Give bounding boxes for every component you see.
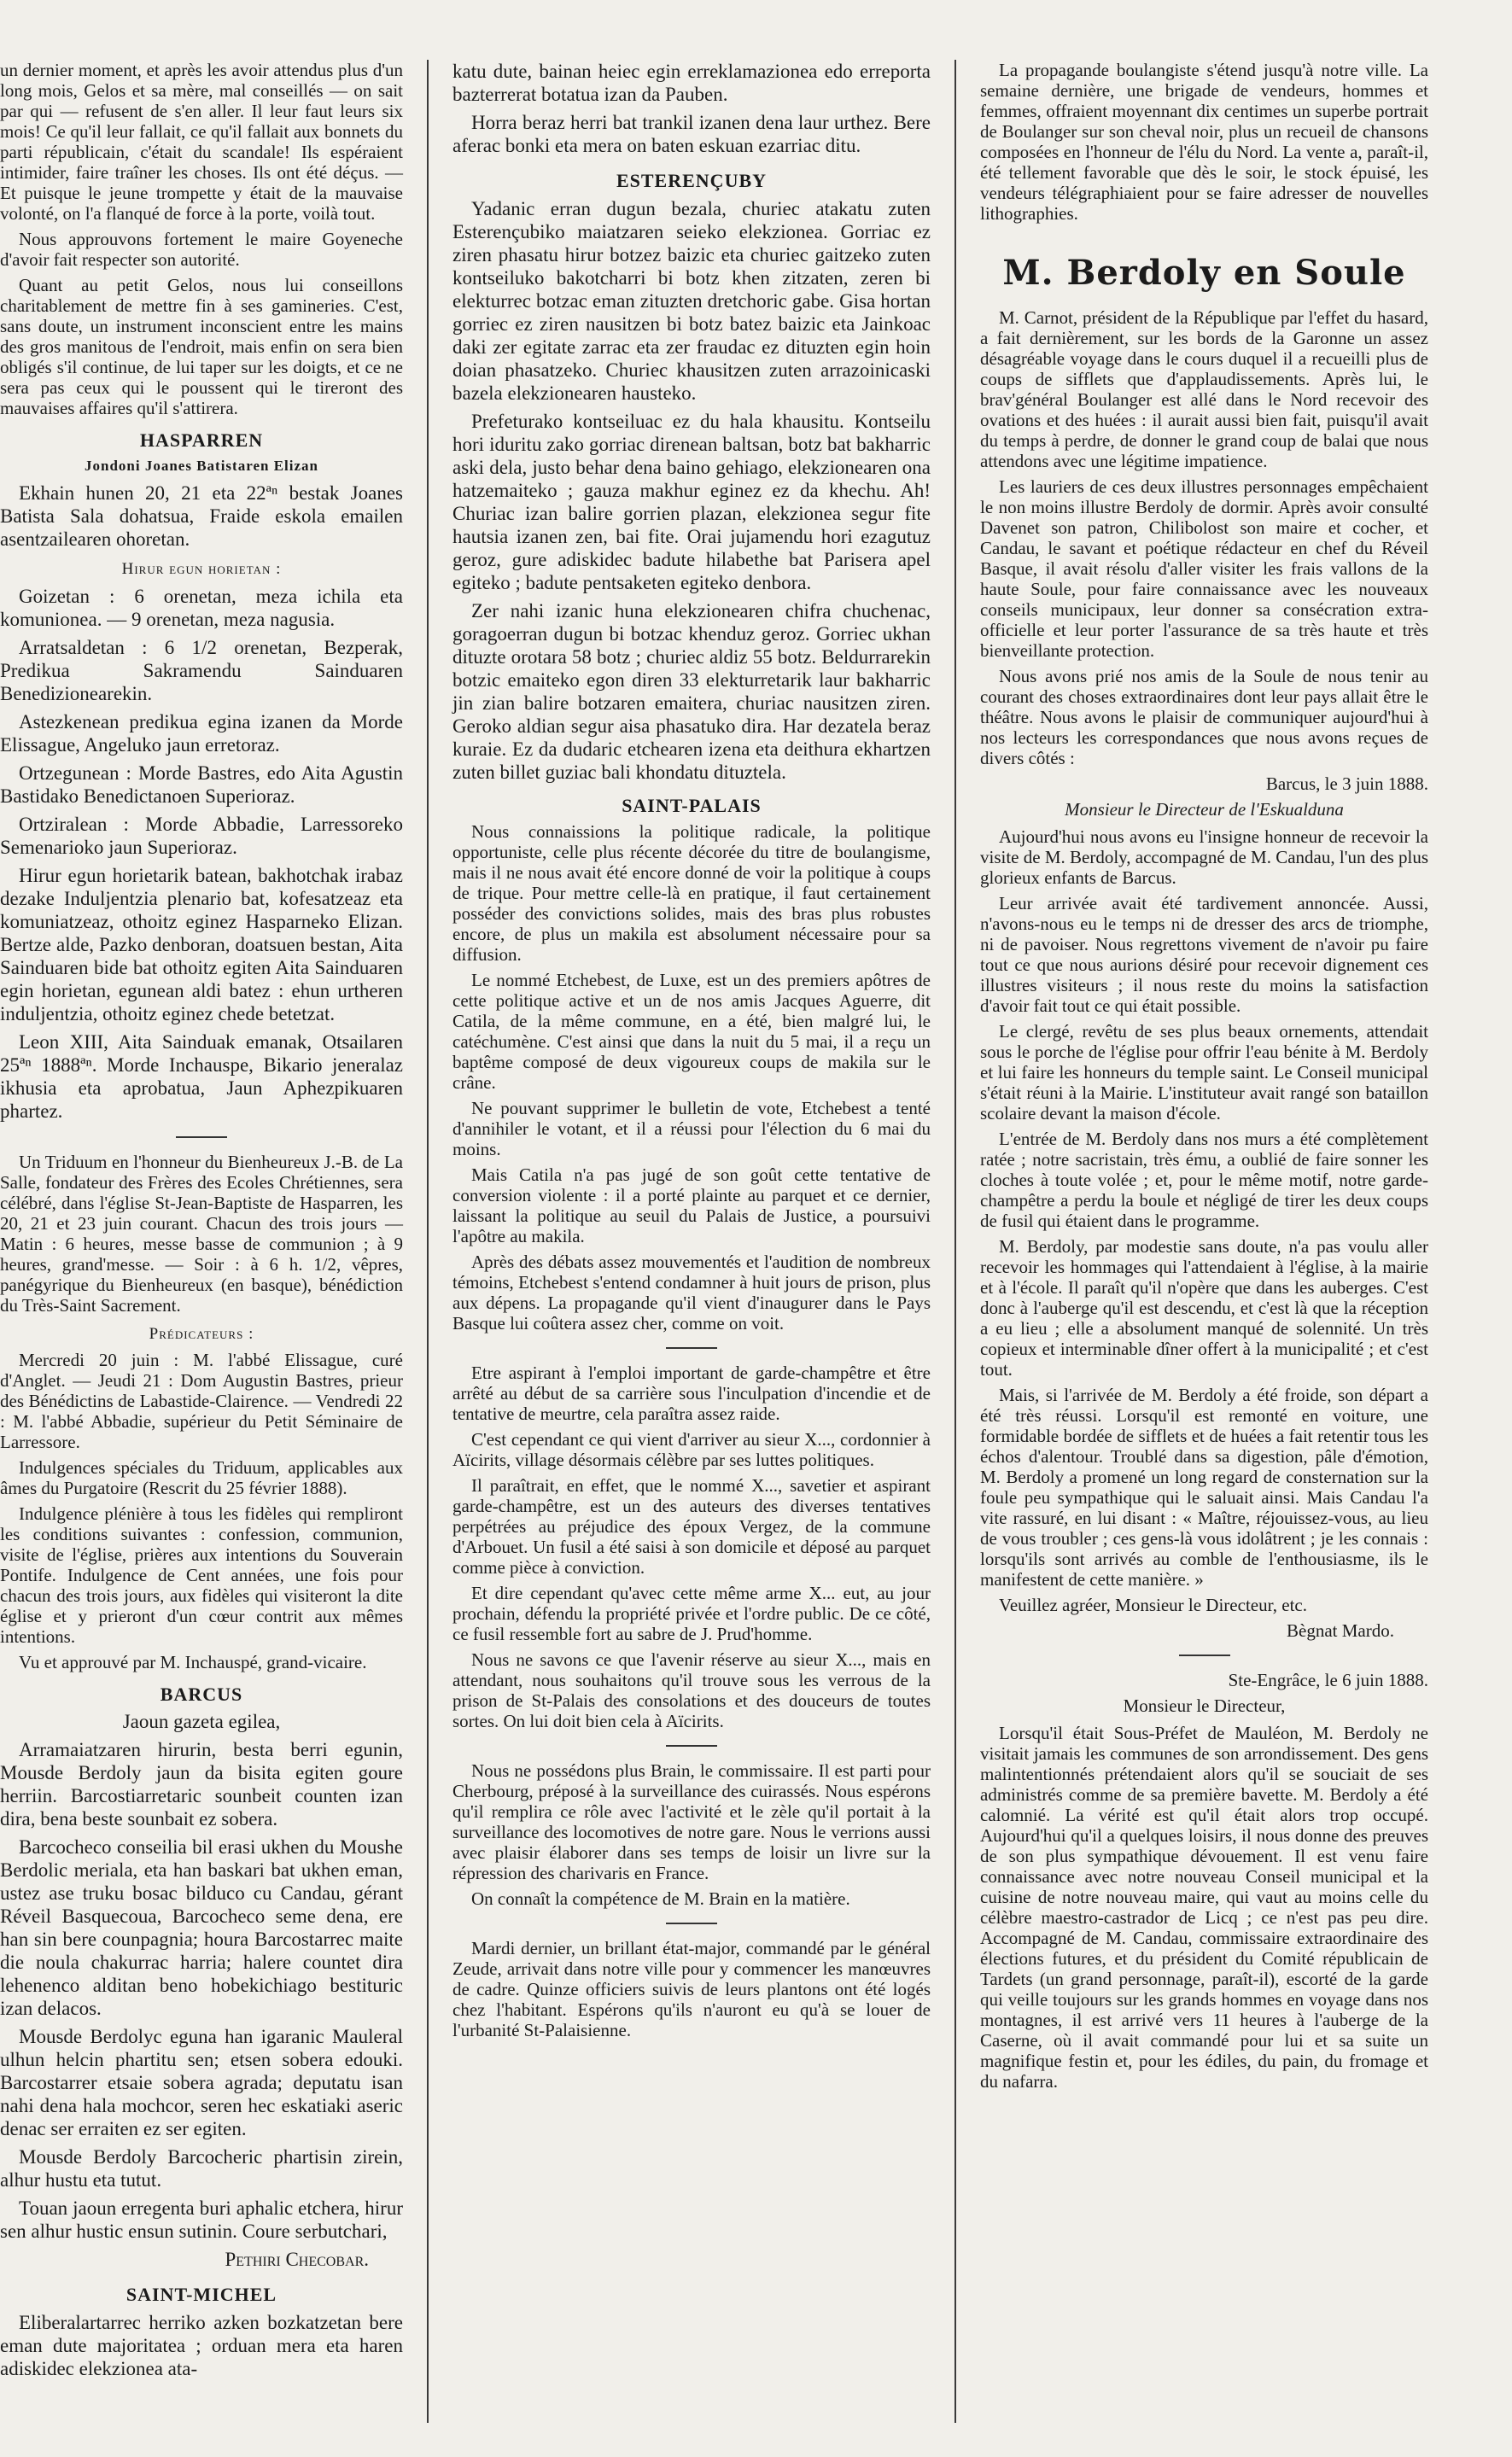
column-left [0, 60, 427, 2423]
section-title-barcus: BARCUS [160, 1684, 243, 1705]
paragraph: Nous ne savons ce que l'avenir réserve au sieur X..., mais en attendant, nous souhaitons qu'il trouve sous les verrous de la prison de St-Palais des consolations et des douceurs de toutes sortes. On lui doit bien cela à Aïcirits. [452, 1649, 931, 1731]
paragraph: un dernier moment, et après les avoir attendus plus d'un long mois, Gelos et sa mère, mal conseillés — on sait par qui — refusent de s'en aller. Il leur faut leurs six mois! Ce qu'il leur fallait, ce qu'il fallait aux bonnets du parti républicain, c'était du scandale! Ils espéraient intimider, faire traîner les choses. Ils ont été déçus. — Et puisque le jeune trompette y était de la mauvaise volonté, on l'a flanqué de force à la porte, voilà tout. [0, 60, 403, 224]
paragraph: Etre aspirant à l'emploi important de garde-champêtre et être arrêté au début de sa carrière sous l'inculpation d'incendie et de tentative de meurtre, cela paraîtra assez raide. [452, 1363, 931, 1424]
column-middle [427, 60, 956, 2423]
paragraph: Mais, si l'arrivée de M. Berdoly a été froide, son départ a été très réussi. Lorsqu'il est remonté en voiture, une formidable bordée de sifflets et de huées a fait retentir tous les échos d'alentour. Troublé dans sa digestion, pâle d'émotion, M. Berdoly a promené un long regard de consternation sur la foule peu sympathique qui le saluait ainsi. Mais Candau l'a vite rassuré, en lui disant : « Maître, réjouissez-vous, au lieu de vous troubler ; ces gens-là vous idolâtrent ; je les connais : lorsqu'ils sont arrivés au comble de l'enthousiasme, ils le manifestent de cette manière. » [980, 1385, 1428, 1590]
section-subtitle: Jondoni Joanes Batistaren Elizan [85, 458, 318, 474]
paragraph: Ne pouvant supprimer le bulletin de vote, Etchebest a tenté d'annihiler le votant, et il a réussi pour l'élection du 6 mai du moins. [452, 1098, 931, 1159]
paragraph: Zer nahi izanic huna elekzionearen chifra chuchenac, goragoerran dugun bi botzac khenduz geroz. Gorriec ukhan dituzte orotara 58 botz ; churiec aldiz 55 botz. Beldurrarekin botzic emaiteko egon diren 33 elekturretarik laur bakharric jin zian balire botzaren emaitera, churiac nausitzen ziren. Geroko aldian segur aisa phasatuko dira. Har dezatela beraz kuraie. Ez da dudaric etchearen izena eta deithura ekhartzen zuten billet guziac bali khondatu dituztela. [452, 600, 931, 783]
paragraph: Veuillez agréer, Monsieur le Directeur, etc. [999, 1595, 1307, 1615]
paragraph: M. Berdoly, par modestie sans doute, n'a pas voulu aller recevoir les hommages qui l'attendaient à l'église, à la mairie et à l'école. Il paraît qu'il n'opère que dans les auberges. C'est donc à l'auberge qu'il est descendu, et c'est là que la réception a eu lieu ; elle a absolument manqué de solennité. Un très copieux et interminable dîner offert à la municipalité ; et c'est tout. [980, 1236, 1428, 1380]
section-title-saint-michel: SAINT-MICHEL [126, 2284, 277, 2305]
paragraph: Barcocheco conseilia bil erasi ukhen du Moushe Berdolic meriala, eta han baskari bat ukhen eman, ustez ase truku bosac bilduco cu Candau, gérant Réveil Basquecoua, Barcocheco seme dena, ere han sin bere counpagnia; houra Barcostarrec maite die noula chakurrac harria; halere countet dira lehenenco alditan beno hobekichiago bestituric izan delacos. [0, 1836, 403, 2019]
paragraph: Astezkenean predikua egina izanen da Morde Elissague, Angeluko jaun erretoraz. [0, 711, 403, 756]
column-right [956, 60, 1452, 2423]
paragraph: Hirur egun horietarik batean, bakhotchak irabaz dezake Induljentzia plenario bat, kofesatzeaz eta komuniatzeaz, othoitz eginez Hasparneko Elizan. Bertze alde, Pazko denboran, doatsuen bestan, Aita Sainduaren bide bat othoitz egiten Aita Sainduaren egin horietan, egunean aldi batez : ehun urtheren induljentzia, othoitz eginez chede betetzat. [0, 865, 403, 1024]
paragraph: Aujourd'hui nous avons eu l'insigne honneur de recevoir la visite de M. Berdoly, accompagné de M. Candau, l'un des plus glorieux enfants de Barcus. [980, 826, 1428, 888]
hasparren-program [0, 585, 403, 1123]
section-title-saint-palais: SAINT-PALAIS [622, 795, 762, 816]
signature: Pethiri Checobar. [225, 2249, 369, 2270]
paragraph: Indulgences spéciales du Triduum, applicables aux âmes du Purgatoire (Rescrit du 25 février 1888). [0, 1457, 403, 1498]
paragraph: Nous avons prié nos amis de la Soule de nous tenir au courant des choses extraordinaires dont leur pays allait être le théâtre. Nous avons le plaisir de communiquer aujourd'hui à nos lecteurs les correspondances que nous avons reçues de divers côtés : [980, 666, 1428, 768]
paragraph: Ekhain hunen 20, 21 eta 22ªⁿ bestak Joanes Batista Sala dohatsua, Fraide eskola emailen asentzailearen ohoretan. [0, 482, 403, 550]
signature: Bègnat Mardo. [1287, 1620, 1394, 1641]
paragraph: katu dute, bainan heiec egin erreklamazionea edo erreporta bazterrerat botatua izan da Pauben. [452, 61, 931, 105]
divider [176, 1136, 227, 1138]
paragraph: Il paraîtrait, en effet, que le nommé X..., savetier et aspirant garde-champêtre, est un des auteurs des diverses tentatives perpétrées au préjudice des époux Vergez, de la commune d'Arbouet. Un fusil a été saisi à son domicile et déposé au parquet comme pièce à conviction. [452, 1475, 931, 1578]
paragraph: Horra beraz herri bat trankil izanen dena laur urthez. Bere aferac bonki eta mera on baten eskuan ezarriac ditu. [452, 112, 931, 156]
paragraph: Mousde Berdoly Barcocheric phartisin zirein, alhur hustu eta tutut. [0, 2146, 403, 2191]
divider [666, 1923, 717, 1924]
paragraph: La propagande boulangiste s'étend jusqu'à notre ville. La semaine dernière, une brigade de vendeurs, hommes et femmes, offraient moyennant dix centimes un superbe portrait de Boulanger sur son cheval noir, plus un recueil de chansons composées en l'honneur de l'élu du Nord. La vente a, paraît-il, été tellement favorable que dès le soir, le stock épuisé, les vendeurs télégraphiaient pour se faire adresser de nouvelles lithographies. [980, 60, 1428, 224]
paragraph: Lorsqu'il était Sous-Préfet de Mauléon, M. Berdoly ne visitait jamais les communes de son arrondissement. Des gens malintentionnés prétendaient alors qu'il se souciait de ses administrés comme de sa première bavette. M. Berdoly a été calomnié. La vérité est qu'il était alors trop occupé. Aujourd'hui qu'il a quelques loisirs, il nous donne des preuves de son plus sympathique dévouement. Il est venu faire connaissance avec notre nouveau Conseil municipal et la cuisine de notre nouveau maire, qui vaut au moins celle du célèbre maestro-castrador de Licq ; ce n'est pas peu dire. Accompagné de M. Candau, commissaire extraordinaire des élections futures, et du président du Comité républicain de Tardets (un grand personnage, paraît-il), escorté de la garde qui veille toujours sur les grands hommes en voyage dans nos montagnes, il est arrivé vers 11 heures à l'auberge de la Caserne, où il avait commandé pour lui et sa suite un magnifique festin et, pour les édiles, du pain, du fromage et du nafarra. [980, 1723, 1428, 2092]
paragraph: Touan jaoun erregenta buri aphalic etchera, hirur sen alhur hustic ensun sutinin. Coure serbutchari, [0, 2197, 403, 2242]
paragraph: Yadanic erran dugun bezala, churiec atakatu zuten Esterençubiko maiatzaren seieko elekzionea. Gorriac ez ziren phasatu hirur botzez baizic eta churiec gaitzeko zuten kontseiluko bakotcharri bi botz khen zitzaten, zeren bi elekturrec botzac eman zituzten dretchoric gabe. Gisa hortan gorriec ez ziren nausitzen bi botz batez baizic eta Jainkoac daki zer egitate zarrac eta zer fraudac ez dituzten egin hoin doian phasatzeko. Churiec khausitzen zuten arrazoinicaski bazela elekzionearen hausteko. [452, 198, 931, 404]
paragraph: Nous ne possédons plus Brain, le commissaire. Il est parti pour Cherbourg, préposé à la surveillance des cuirassés. Nous espérons qu'il remplira ce rôle avec l'activité et le zèle qu'il portait à la surveillance des locomotives de notre gare. Nous le verrions aussi avec plaisir élaborer dans ses temps de loisir un livre sur la répression des charivaris en France. [452, 1760, 931, 1883]
paragraph: Indulgence plénière à tous les fidèles qui rempliront les conditions suivantes : confession, communion, visite de l'église, prières aux intentions du Souverain Pontife. Indulgence de Cent années, une fois pour chacun des trois jours, aux fidèles qui visiteront la dite église et y prieront d'un cœur contrit aux mêmes intentions. [0, 1503, 403, 1647]
paragraph: C'est cependant ce qui vient d'arriver au sieur X..., cordonnier à Aïcirits, village désormais célèbre par ses luttes politiques. [452, 1429, 931, 1470]
paragraph: L'entrée de M. Berdoly dans nos murs a été complètement ratée ; notre sacristain, très ému, a oublié de faire sonner les cloches à toute volée ; et, pour le même motif, notre garde-champêtre a perdu la boule et négligé de tirer les deux coups de fusil qui étaient dans le programme. [980, 1129, 1428, 1231]
paragraph: Arratsaldetan : 6 1/2 orenetan, Bezperak, Predikua Sakramendu Sainduaren Benedizionearekin. [0, 637, 403, 704]
paragraph: Nous connaissions la politique radicale, la politique opportuniste, celle plus récente décorée du titre de boulangisme, mais il ne nous avait été encore donné de voir la politique à coups de trique. Pour mettre celle-là en pratique, il faut certainement posséder des convictions solides, mais des bras plus robustes encore, de plus un makila est absolument nécessaire pour sa diffusion. [452, 821, 931, 965]
paragraph: Un Triduum en l'honneur du Bienheureux J.-B. de La Salle, fondateur des Frères des Ecoles Chrétiennes, sera célébré, dans l'église St-Jean-Baptiste de Hasparren, les 20, 21 et 23 juin courant. Chacun des trois jours — Matin : 6 heures, messe basse de communion ; à 9 heures, grand'messe. — Soir : à 6 h. 1/2, vêpres, panégyrique du Bienheureux (en basque), bénédiction du Très-Saint Sacrement. [0, 1152, 403, 1316]
paragraph: Quant au petit Gelos, nous lui conseillons charitablement de mettre fin à ses gamineries. C'est, sans doute, un instrument inconscient entre les mains des gros manitous de l'endroit, mais enfin on sera bien obligés s'il continue, de lui taper sur les doigts, et ce ne sera pas ceux qui le poussent qui le tireront des mauvaises affaires qu'il s'attirera. [0, 275, 403, 418]
paragraph: Mousde Berdolyc eguna han igaranic Mauleral ulhun helcin phartitu sen; etsen sobera edouki. Barcostarrer etsaie sobera agrada; deputatu isan nahi dena hala mochcor, seren hec eskatiaki aseric denac ser erraiten ez ser egiten. [0, 2026, 403, 2139]
divider [666, 1745, 717, 1747]
paragraph: Arramaiatzaren hirurin, besta berri egunin, Mousde Berdoly jaun da bisita egiten goure herriin. Barcostiarretaric sounbeit counten izan dira, bena beste sounbait ez sobera. [0, 1739, 403, 1830]
section-title-esterencuby: ESTERENÇUBY [616, 170, 768, 191]
intro-article [0, 60, 403, 418]
dateline: Ste-Engrâce, le 6 juin 1888. [1228, 1670, 1428, 1690]
paragraph: Goizetan : 6 orenetan, meza ichila eta komunionea. — 9 orenetan, meza nagusia. [0, 586, 403, 630]
paragraph: Et dire cependant qu'avec cette même arme X... eut, au jour prochain, défendu la propriété privée et l'ordre public. De ce côté, ce fusil ressemble fort au sabre de J. Prud'homme. [452, 1583, 931, 1644]
article-headline: M. Berdoly en Soule [1002, 253, 1406, 293]
subheading: Hirur egun horietan : [121, 560, 282, 578]
paragraph: Leur arrivée avait été tardivement annoncée. Aussi, n'avons-nous eu le temps ni de dresser des arcs de triomphe, ni de pavoiser. Nous regrettons vivement de n'avoir pu faire tout ce que nous aurions désiré pour recevoir dignement ces illustres visiteurs ; il nous reste du moins la satisfaction d'avoir fait tout ce qui était possible. [980, 893, 1428, 1016]
paragraph: Après des débats assez mouvementés et l'audition de nombreux témoins, Etchebest s'entend condamner à huit jours de prison, plus aux dépens. La propagande qu'il vient d'inaugurer dans le Pays Basque lui coûtera assez cher, comme on voit. [452, 1252, 931, 1334]
paragraph: Prefeturako kontseiluac ez du hala khausitu. Kontseilu hori iduritu zako gorriac direnean baltsan, botz bat bakharric aski dela, justo behar dena baino gehiago, elekzionearen ona hatzemaiteko ; gauza makhur eginez ez da khechu. Ah! Churiac izan balire gorrien plazan, elekzionea segur fite hautsia izanen zen, bai fite. Orai jujamendu hori ezagutuz geroz, gure adiskidec badute hilabethe bat Parisera apel egiteko ; badute pentsaketen egiteko denbora. [452, 411, 931, 593]
paragraph: Leon XIII, Aita Sainduak emanak, Otsailaren 25ªⁿ 1888ªⁿ. Morde Inchauspe, Bikario jeneralaz ikhusia eta aprobatua, Jaun Aphezpikuaren phartez. [0, 1031, 403, 1122]
divider [666, 1347, 717, 1349]
paragraph: Le nommé Etchebest, de Luxe, est un des premiers apôtres de cette politique active et un de nos amis Jacques Aguerre, dit Catila, de la même commune, en a été, bien malgré lui, le catéchumène. C'est ainsi que dans la nuit du 5 mai, il a reçu un baptême composé de deux vigoureux coups de makila sur le crâne. [452, 970, 931, 1093]
paragraph: On connaît la compétence de M. Brain en la matière. [471, 1888, 850, 1909]
paragraph: Mardi dernier, un brillant état-major, commandé par le général Zeude, arrivait dans notre ville pour y commencer les manœuvres de cadre. Quinze officiers suivis de leurs plantons ont été logés chez l'habitant. Espérons qu'ils n'auront eu qu'à se louer de l'urbanité St-Palaisienne. [452, 1938, 931, 2040]
salutation: Monsieur le Directeur de l'Eskualduna [1065, 799, 1344, 820]
subheading: Prédicateurs : [149, 1325, 254, 1343]
dateline: Barcus, le 3 juin 1888. [1265, 773, 1428, 794]
paragraph: Mercredi 20 juin : M. l'abbé Elissague, curé d'Anglet. — Jeudi 21 : Dom Augustin Bastres, prieur des Bénédictins de Labastide-Clairence. — Vendredi 22 : M. l'abbé Abbadie, supérieur du Petit Séminaire de Larressore. [0, 1350, 403, 1452]
paragraph: Le clergé, revêtu de ses plus beaux ornements, attendait sous le porche de l'église pour offrir l'eau bénite à M. Berdoly et lui faire les honneurs du temple saint. Le Conseil municipal s'était réuni à la Mairie. L'instituteur avait rangé son bataillon scolaire devant la maison d'école. [980, 1021, 1428, 1123]
paragraph: Eliberalartarrec herriko azken bozkatzetan bere eman dute majoritatea ; orduan mera eta haren adiskidec elekzionea ata- [0, 2312, 403, 2379]
paragraph: Vu et approuvé par M. Inchauspé, grand-vicaire. [19, 1652, 367, 1672]
divider [1179, 1655, 1230, 1656]
salutation: Monsieur le Directeur, [1123, 1695, 1286, 1716]
paragraph: Nous approuvons fortement le maire Goyeneche d'avoir fait respecter son autorité. [0, 229, 403, 270]
paragraph: Ortzegunean : Morde Bastres, edo Aita Agustin Bastidako Benedictanoen Superioraz. [0, 762, 403, 807]
paragraph: Mais Catila n'a pas jugé de son goût cette tentative de conversion violente : il a porté plainte au parquet et ce dernier, laissant la politique au seuil du Palais de Justice, a poursuivi l'apôtre au makila. [452, 1164, 931, 1246]
paragraph: Les lauriers de ces deux illustres personnages empêchaient le non moins illustre Berdoly de dormir. Après avoir consulté Davenet son patron, Chilibolost son maire et cocher, et Candau, le savant et poétique rédacteur en chef du Réveil Basque, il avait résolu d'aller visiter les frais vallons de la haute Soule, pour faire connaissance avec les nouveaux conseils municipaux, leur donner sa consécration extra-officielle et leur porter l'assurance de sa très haute et très bienveillante protection. [980, 476, 1428, 661]
paragraph: M. Carnot, président de la République par l'effet du hasard, a fait dernièrement, sur les bords de la Garonne un assez désagréable voyage dans le cours duquel il a recueilli plus de coups de sifflets que d'applaudissements. Après lui, le brav'général Boulanger est allé dans le Nord recevoir des ovations et des huées : il aurait aussi bien fait, puisqu'il avait du temps à perdre, de donner le grand coup de balai que nous attendons avec une légitime impatience. [980, 307, 1428, 471]
paragraph: Ortziralean : Morde Abbadie, Larressoreko Semenarioko jaun Superioraz. [0, 814, 403, 858]
section-title-hasparren: HASPARREN [139, 429, 264, 451]
salutation: Jaoun gazeta egilea, [122, 1711, 281, 1732]
